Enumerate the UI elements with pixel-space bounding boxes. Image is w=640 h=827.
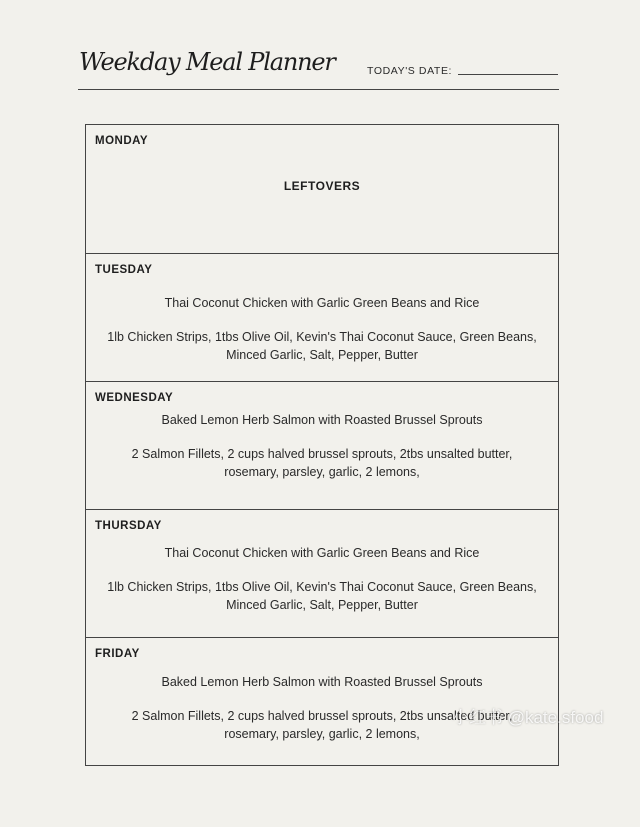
ingredients-wednesday <box>86 446 558 481</box>
meal-tuesday: Thai Coconut Chicken with Garlic Green Beans and Rice <box>164 296 480 310</box>
row-friday <box>86 637 558 766</box>
meal-table <box>85 124 559 766</box>
row-tuesday <box>86 253 558 381</box>
ingredients-line: 1lb Chicken Strips, 1tbs Olive Oil, Kevin's Thai Coconut Sauce, Green Beans, <box>107 330 537 344</box>
ingredients-tuesday <box>86 329 558 364</box>
meal-friday: Baked Lemon Herb Salmon with Roasted Brussel Sprouts <box>161 675 483 689</box>
ingredients-line: rosemary, parsley, garlic, 2 lemons, <box>224 726 420 741</box>
day-label-friday: FRIDAY <box>95 648 140 660</box>
day-label-tuesday: TUESDAY <box>95 264 153 276</box>
ingredients-line: 2 Salmon Fillets, 2 cups halved brussel sprouts, 2tbs unsalted butter, <box>131 447 513 461</box>
meal-wednesday: Baked Lemon Herb Salmon with Roasted Brussel Sprouts <box>161 413 483 427</box>
date-blank-line <box>458 74 558 75</box>
header-divider <box>78 89 559 90</box>
day-label-thursday: THURSDAY <box>95 520 162 532</box>
day-label-wednesday: WEDNESDAY <box>95 392 174 404</box>
date-label: TODAY'S DATE: <box>367 65 453 77</box>
ingredients-line: rosemary, parsley, garlic, 2 lemons, <box>224 464 420 479</box>
row-monday <box>86 125 558 253</box>
meal-monday: LEFTOVERS <box>283 179 361 193</box>
day-label-monday: MONDAY <box>95 135 149 147</box>
ingredients-thursday <box>86 579 558 614</box>
ingredients-line: Minced Garlic, Salt, Pepper, Butter <box>226 597 418 612</box>
ingredients-line: 2 Salmon Fillets, 2 cups halved brussel sprouts, 2tbs unsalted butter, <box>131 709 513 723</box>
row-wednesday <box>86 381 558 509</box>
row-thursday <box>86 509 558 637</box>
meal-thursday: Thai Coconut Chicken with Garlic Green Beans and Rice <box>164 546 480 560</box>
ingredients-line: 1lb Chicken Strips, 1tbs Olive Oil, Kevin's Thai Coconut Sauce, Green Beans, <box>107 580 537 594</box>
watermark: 小红书 @kate.sfood <box>452 708 604 727</box>
ingredients-line: Minced Garlic, Salt, Pepper, Butter <box>226 347 418 362</box>
page-title: Weekday Meal Planner <box>79 48 335 76</box>
date-field <box>367 65 558 77</box>
